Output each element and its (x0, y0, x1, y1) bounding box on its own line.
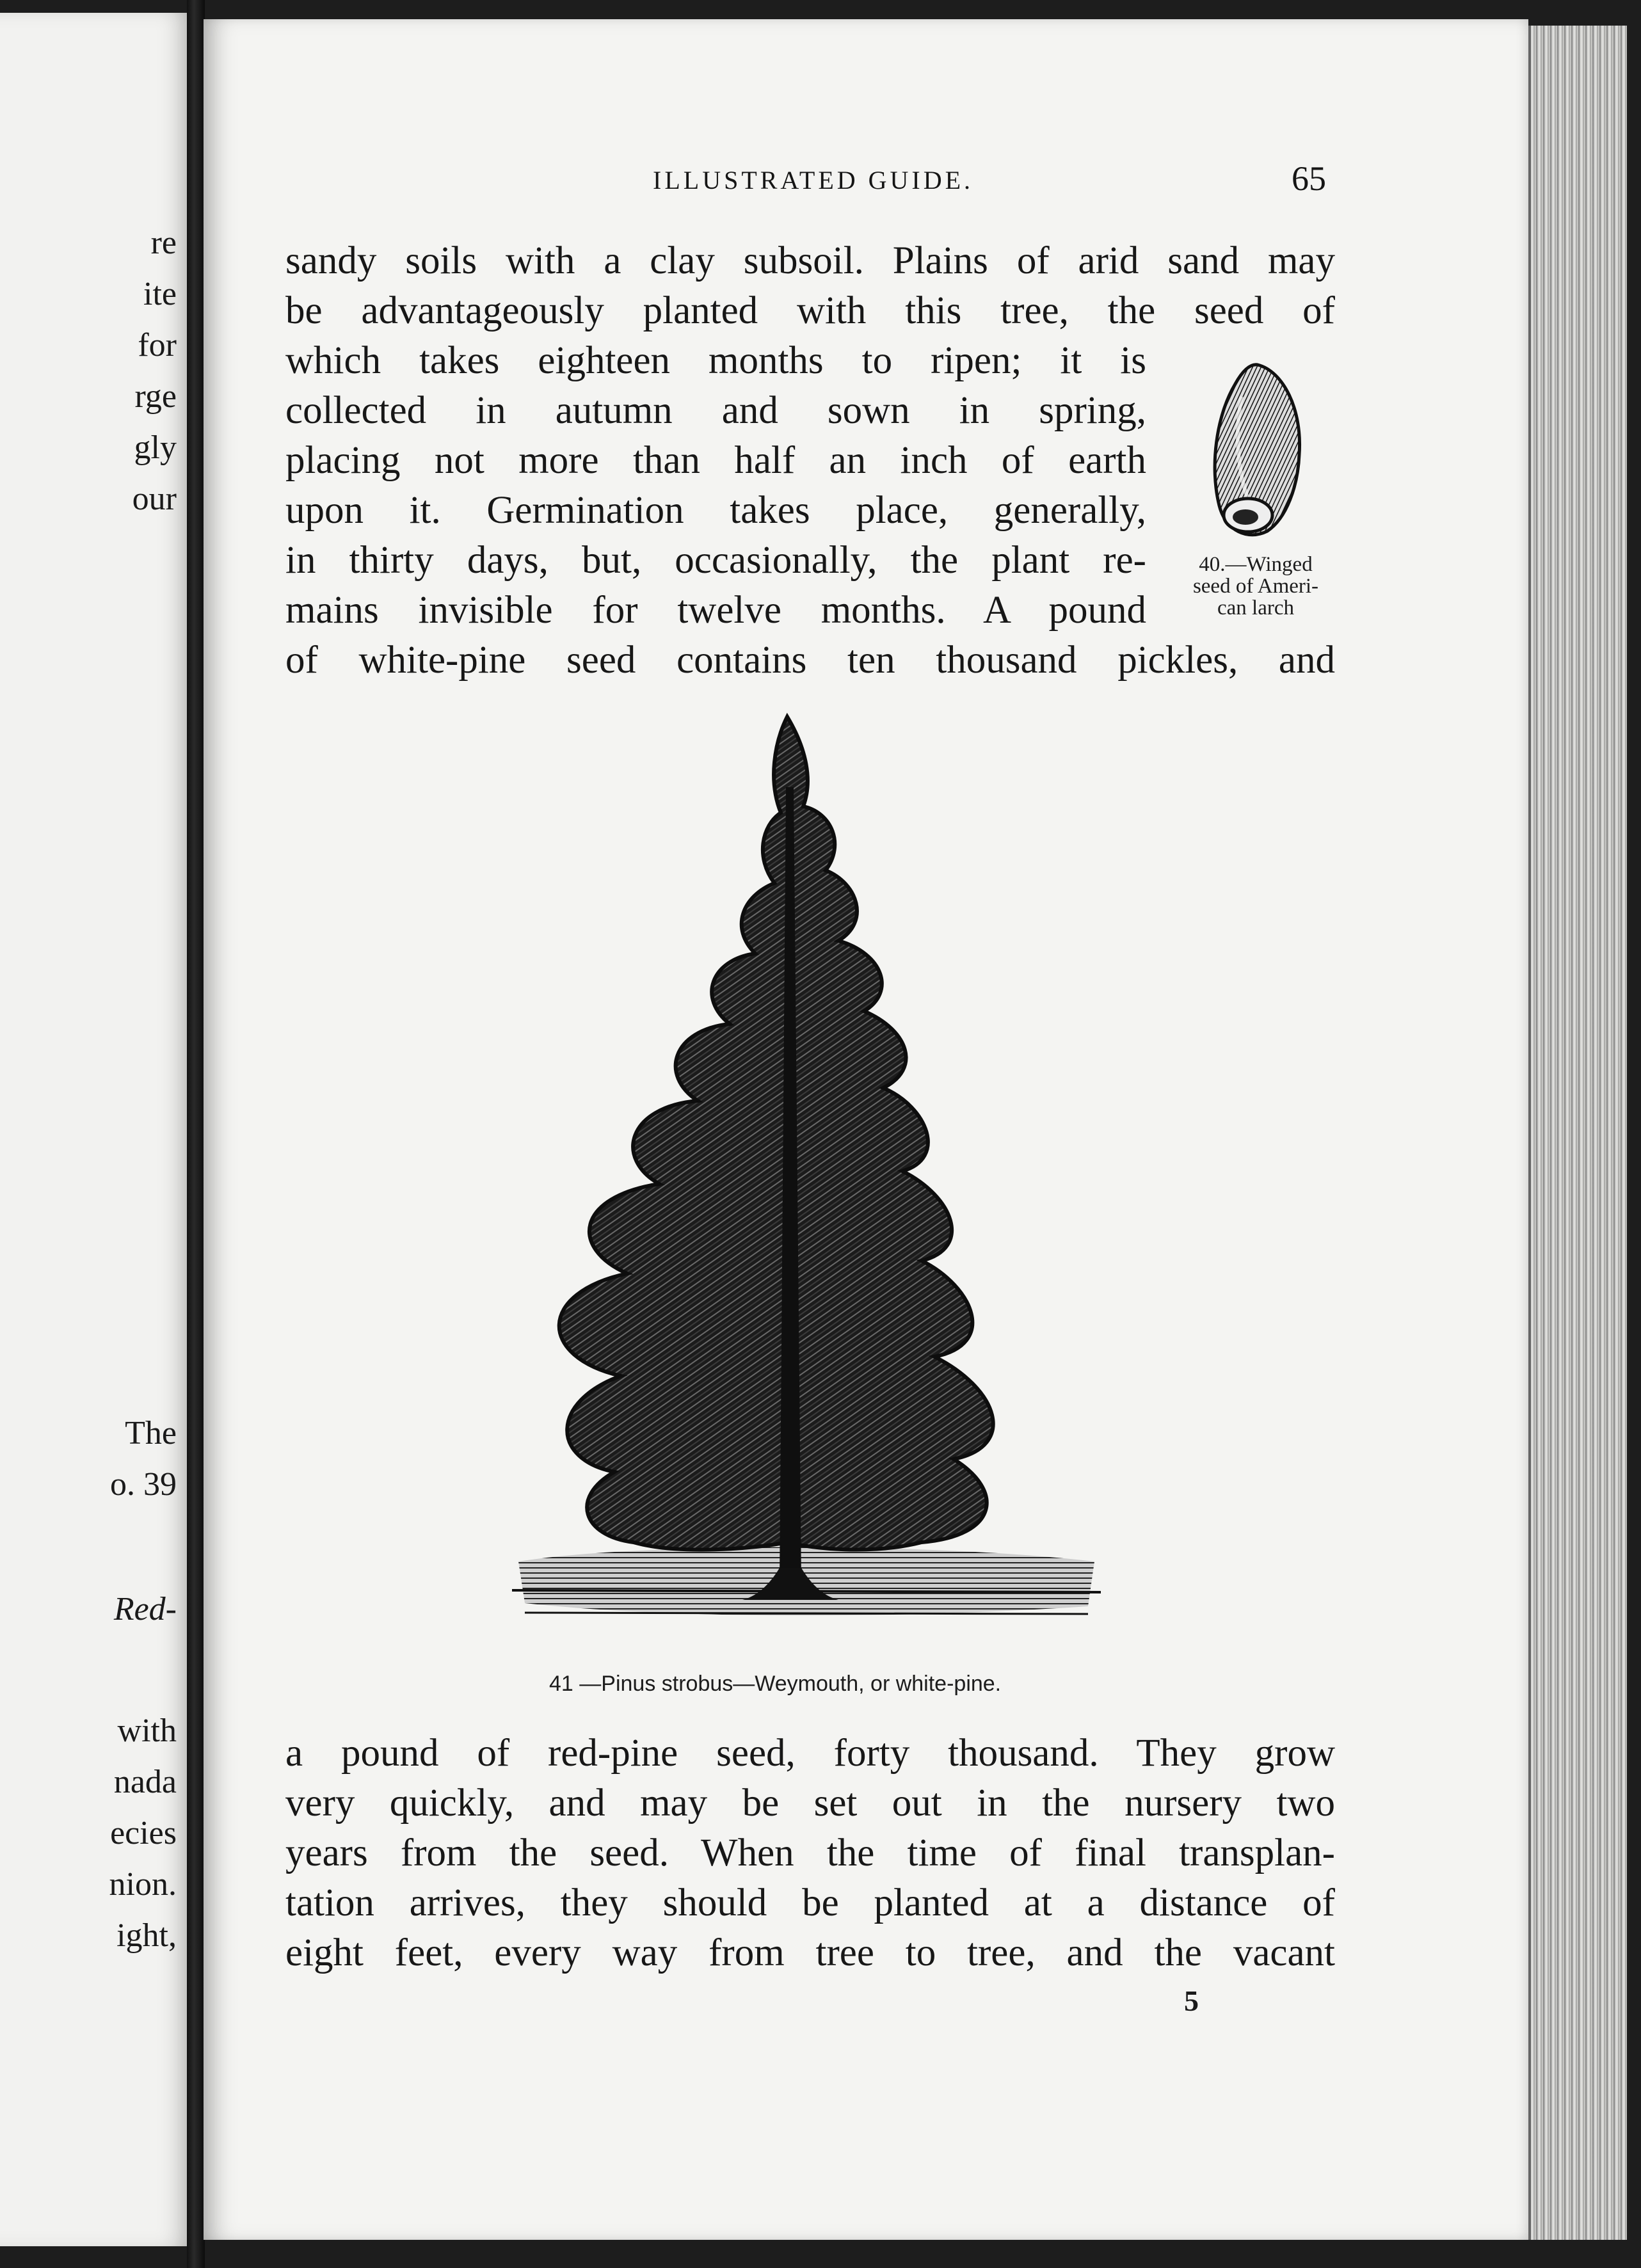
facing-page-fragment: The (125, 1415, 177, 1451)
facing-page-fragment: Red- (113, 1591, 177, 1627)
facing-page (0, 13, 192, 2246)
body-line: of white-pine seed contains ten thousand pickles, and (285, 639, 1335, 682)
facing-page-fragment: o. 39 (110, 1466, 177, 1503)
seed-caption-line: can larch (1217, 596, 1294, 619)
signature-mark: 5 (1184, 1984, 1199, 2017)
body-line: eight feet, every way from tree to tree, and the vacant (285, 1931, 1335, 1974)
facing-page-fragment: rge (134, 378, 177, 415)
tree-figure-caption: 41 —Pinus strobus—Weymouth, or white-pine. (549, 1672, 1002, 1696)
seed-caption-line: seed of Ameri- (1192, 575, 1319, 598)
facing-page-fragment: our (132, 481, 177, 517)
facing-page-fragment: ight, (116, 1917, 177, 1954)
facing-page-fragment: nion. (109, 1866, 177, 1903)
body-line: in thirty days, but, occasionally, the plant re- (285, 539, 1146, 582)
body-line: upon it. Germination takes place, generally, (285, 489, 1146, 532)
body-line: a pound of red-pine seed, forty thousand. They grow (285, 1732, 1335, 1775)
seed-caption-line: 40.—Winged (1199, 553, 1313, 576)
page-edges (1528, 26, 1627, 2240)
facing-page-fragment: ecies (110, 1815, 177, 1851)
facing-page-fragment: ite (143, 276, 177, 312)
facing-page-fragment: re (150, 225, 177, 261)
body-line: placing not more than half an inch of earth (285, 439, 1146, 482)
body-line: mains invisible for twelve months. A pound (285, 589, 1146, 632)
body-line: very quickly, and may be set out in the nursery two (285, 1782, 1335, 1825)
body-line: collected in autumn and sown in spring, (285, 389, 1146, 432)
body-line: be advantageously planted with this tree, the seed of (285, 289, 1335, 332)
running-header: ILLUSTRATED GUIDE. (653, 166, 974, 195)
winged-seed-illustration (1197, 358, 1312, 544)
book-gutter (187, 0, 205, 2268)
facing-page-fragment: with (117, 1713, 177, 1749)
facing-page-fragment: for (138, 327, 177, 363)
body-line: sandy soils with a clay subsoil. Plains of arid sand may (285, 239, 1335, 282)
body-line: which takes eighteen months to ripen; it is (285, 339, 1146, 382)
facing-page-fragment: nada (113, 1764, 177, 1800)
body-line: tation arrives, they should be planted at a distance of (285, 1881, 1335, 1924)
body-line: years from the seed. When the time of final transplan- (285, 1832, 1335, 1874)
page-number: 65 (1292, 159, 1326, 198)
facing-page-fragment: gly (134, 429, 177, 466)
white-pine-illustration (512, 710, 1101, 1651)
